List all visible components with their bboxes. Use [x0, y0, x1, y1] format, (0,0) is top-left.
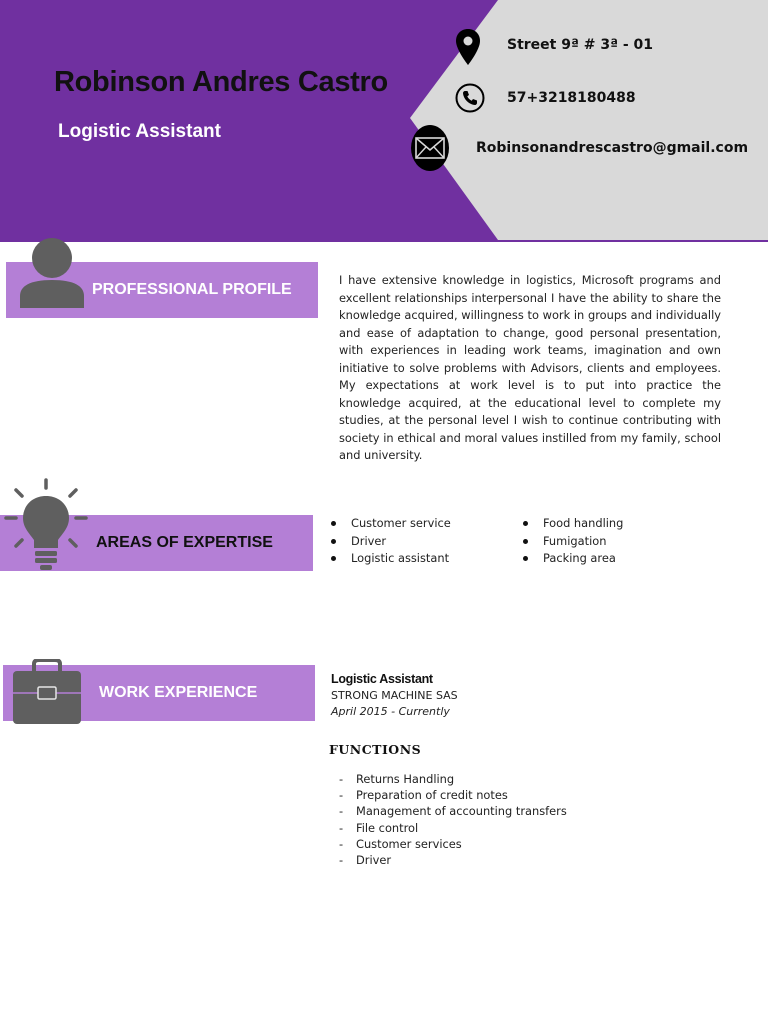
professional-profile-heading: PROFESSIONAL PROFILE	[92, 281, 292, 298]
briefcase-icon	[12, 659, 82, 725]
candidate-role: Logistic Assistant	[58, 121, 221, 142]
list-item: - File control	[338, 820, 567, 836]
lightbulb-icon	[4, 478, 88, 572]
list-item: - Customer services	[338, 836, 567, 852]
contact-email[interactable]: Robinsonandrescastro@gmail.com	[476, 140, 749, 156]
job-title: Logistic Assistant	[331, 672, 433, 686]
list-item: Packing area	[521, 550, 623, 568]
envelope-icon	[410, 124, 450, 172]
work-experience-heading: WORK EXPERIENCE	[99, 684, 258, 701]
contact-address: Street 9ª # 3ª - 01	[507, 37, 654, 53]
list-item: - Management of accounting transfers	[338, 803, 567, 819]
list-item: Food handling	[521, 515, 623, 533]
user-icon	[18, 238, 86, 308]
candidate-name: Robinson Andres Castro	[54, 66, 388, 98]
list-item: - Returns Handling	[338, 771, 567, 787]
areas-of-expertise-heading: AREAS OF EXPERTISE	[96, 534, 273, 551]
list-item: Fumigation	[521, 533, 623, 551]
contact-phone: 57+3218180488	[507, 90, 636, 106]
functions-list	[338, 771, 567, 868]
list-item: - Preparation of credit notes	[338, 787, 567, 803]
expertise-list-column-1	[329, 515, 451, 568]
profile-summary: I have extensive knowledge in logistics, Microsoft programs and excellent relationships interpersonal I have the ability to share the knowledge acquired, willingness to work in groups and individually and ease of adaptation to change, good personal presentation, with experiences in leading work teams, imagination and own initiative to solve problems with Advisors, clients and employees. My expectations at work level is to put into practice the knowledge acquired, at the educational level to complete my studies, at the personal level I wish to continue contributing with society in ethical and moral values instilled from my family, school and university.	[339, 273, 721, 462]
list-item: - Driver	[338, 852, 567, 868]
expertise-list-column-2	[521, 515, 623, 568]
list-item: Logistic assistant	[329, 550, 451, 568]
phone-icon	[455, 83, 485, 113]
employment-period: April 2015 - Currently	[331, 705, 450, 718]
header-banner	[0, 0, 768, 242]
list-item: Driver	[329, 533, 451, 551]
company-name: STRONG MACHINE SAS	[331, 689, 458, 702]
list-item: Customer service	[329, 515, 451, 533]
functions-heading: FUNCTIONS	[329, 742, 422, 757]
location-pin-icon	[455, 28, 481, 66]
